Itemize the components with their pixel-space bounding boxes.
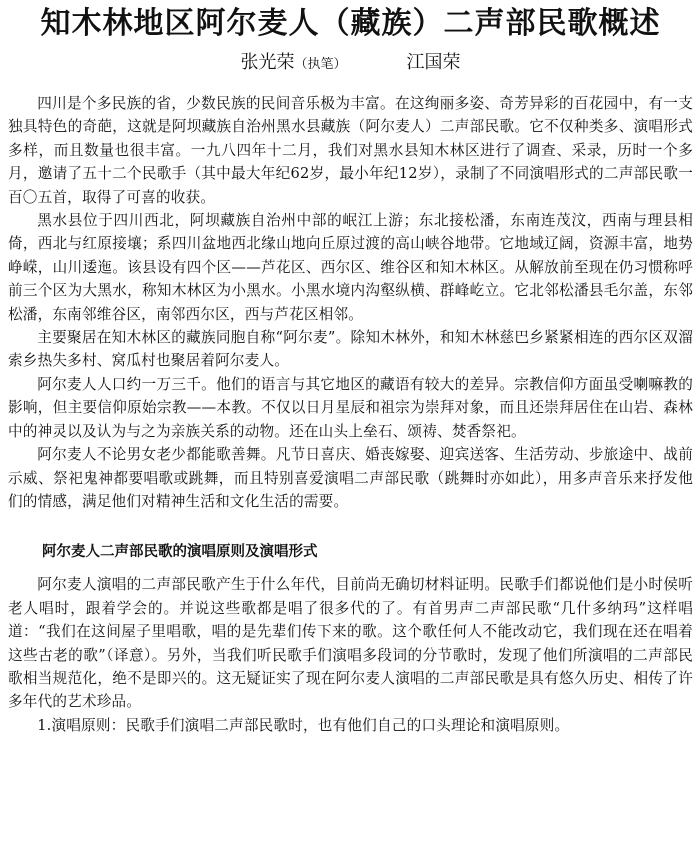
author-note: （执笔） [294,57,347,72]
paragraph: 主要聚居在知木林区的藏族同胞自称“阿尔麦”。除知木林外，和知木林慈巴乡紧紧相连的西尔区双溜索乡热失多村、窝瓜村也聚居着阿尔麦人。 [8,329,693,370]
article-title: 知木林地区阿尔麦人（藏族）二声部民歌概述 [40,6,661,41]
author-name-1: 张光荣 [240,52,295,73]
author-name-2: 江国荣 [406,52,461,73]
author-line [8,50,693,78]
paragraph: 1.演唱原则：民歌手们演唱二声部民歌时，也有他们自己的口头理论和演唱原则。 [37,716,570,734]
paragraph: 阿尔麦人人口约一万三千。他们的语言与其它地区的藏语有较大的差异。宗教信仰方面虽受喇嘛教的影响，但主要信仰原始宗教——本教。不仅以日月星辰和祖宗为崇拜对象，而且还崇拜居住在山岩、森林中的神灵以及认为与之为亲族关系的动物。还在山头上垒石、颂祷、焚香祭祀。 [8,375,693,440]
paragraph: 黑水县位于四川西北，阿坝藏族自治州中部的岷江上游；东北接松潘，东南连茂汶，西南与理县相倚，西北与红原接壤；系四川盆地西北缘山地向丘原过渡的高山峡谷地带。它地域辽阔，资源丰富，地势峥嵘，山川逶迤。该县设有四个区——芦花区、西尔区、维谷区和知木林区。从解放前至现在仍习惯称呼前三个区为大黑水，称知木林区为小黑水。小黑水境内沟壑纵横、群峰屹立。它北邻松潘县毛尔盖，东邻松潘，东南邻维谷区，南邻西尔区，西与芦花区相邻。 [8,212,693,323]
author-primary [240,50,346,78]
section-heading: 阿尔麦人二声部民歌的演唱原则及演唱形式 [42,544,318,561]
paragraph: 阿尔麦人不论男女老少都能歌善舞。凡节日喜庆、婚丧嫁娶、迎宾送客、生活劳动、步旅途中、战前示威、祭祀鬼神都要唱歌或跳舞，而且特别喜爱演唱二声部民歌（跳舞时亦如此），用多声音乐来抒发他们的情感，满足他们对精神生活和文化生活的需要。 [8,446,693,510]
article-body [8,92,693,737]
paragraph: 四川是个多民族的省，少数民族的民间音乐极为丰富。在这绚丽多姿、奇芳异彩的百花园中，有一支独具特色的奇葩，这就是阿坝藏族自治州黑水县藏族（阿尔麦人）二声部民歌。它不仅种类多、演唱形式多样，而且数量也很丰富。一九八四年十二月，我们对黑水县知木林区进行了调查、采录，历时一个多月，邀请了五十二个民歌手（其中最大年纪62岁，最小年纪12岁），录制了不同演唱形式的二声部民歌一百〇五首，取得了可喜的收获。 [8,95,693,206]
paragraph: 阿尔麦人演唱的二声部民歌产生于什么年代，目前尚无确切材料证明。民歌手们都说他们是小时侯听老人唱时，跟着学会的。并说这些歌都是唱了很多代的了。有首男声二声部民歌“几什多纳玛”这样唱道：“我们在这间屋子里唱歌，唱的是先辈们传下来的歌。这个歌任何人不能改动它，我们现在还在唱着这些古老的歌”（译意）。另外，当我们听民歌手们演唱多段词的分节歌时，发现了他们所演唱的二声部民歌相当规范化，绝不是即兴的。这无疑证实了现在阿尔麦人演唱的二声部民歌是具有悠久历史、相传了许多年代的艺术珍品。 [8,576,693,711]
